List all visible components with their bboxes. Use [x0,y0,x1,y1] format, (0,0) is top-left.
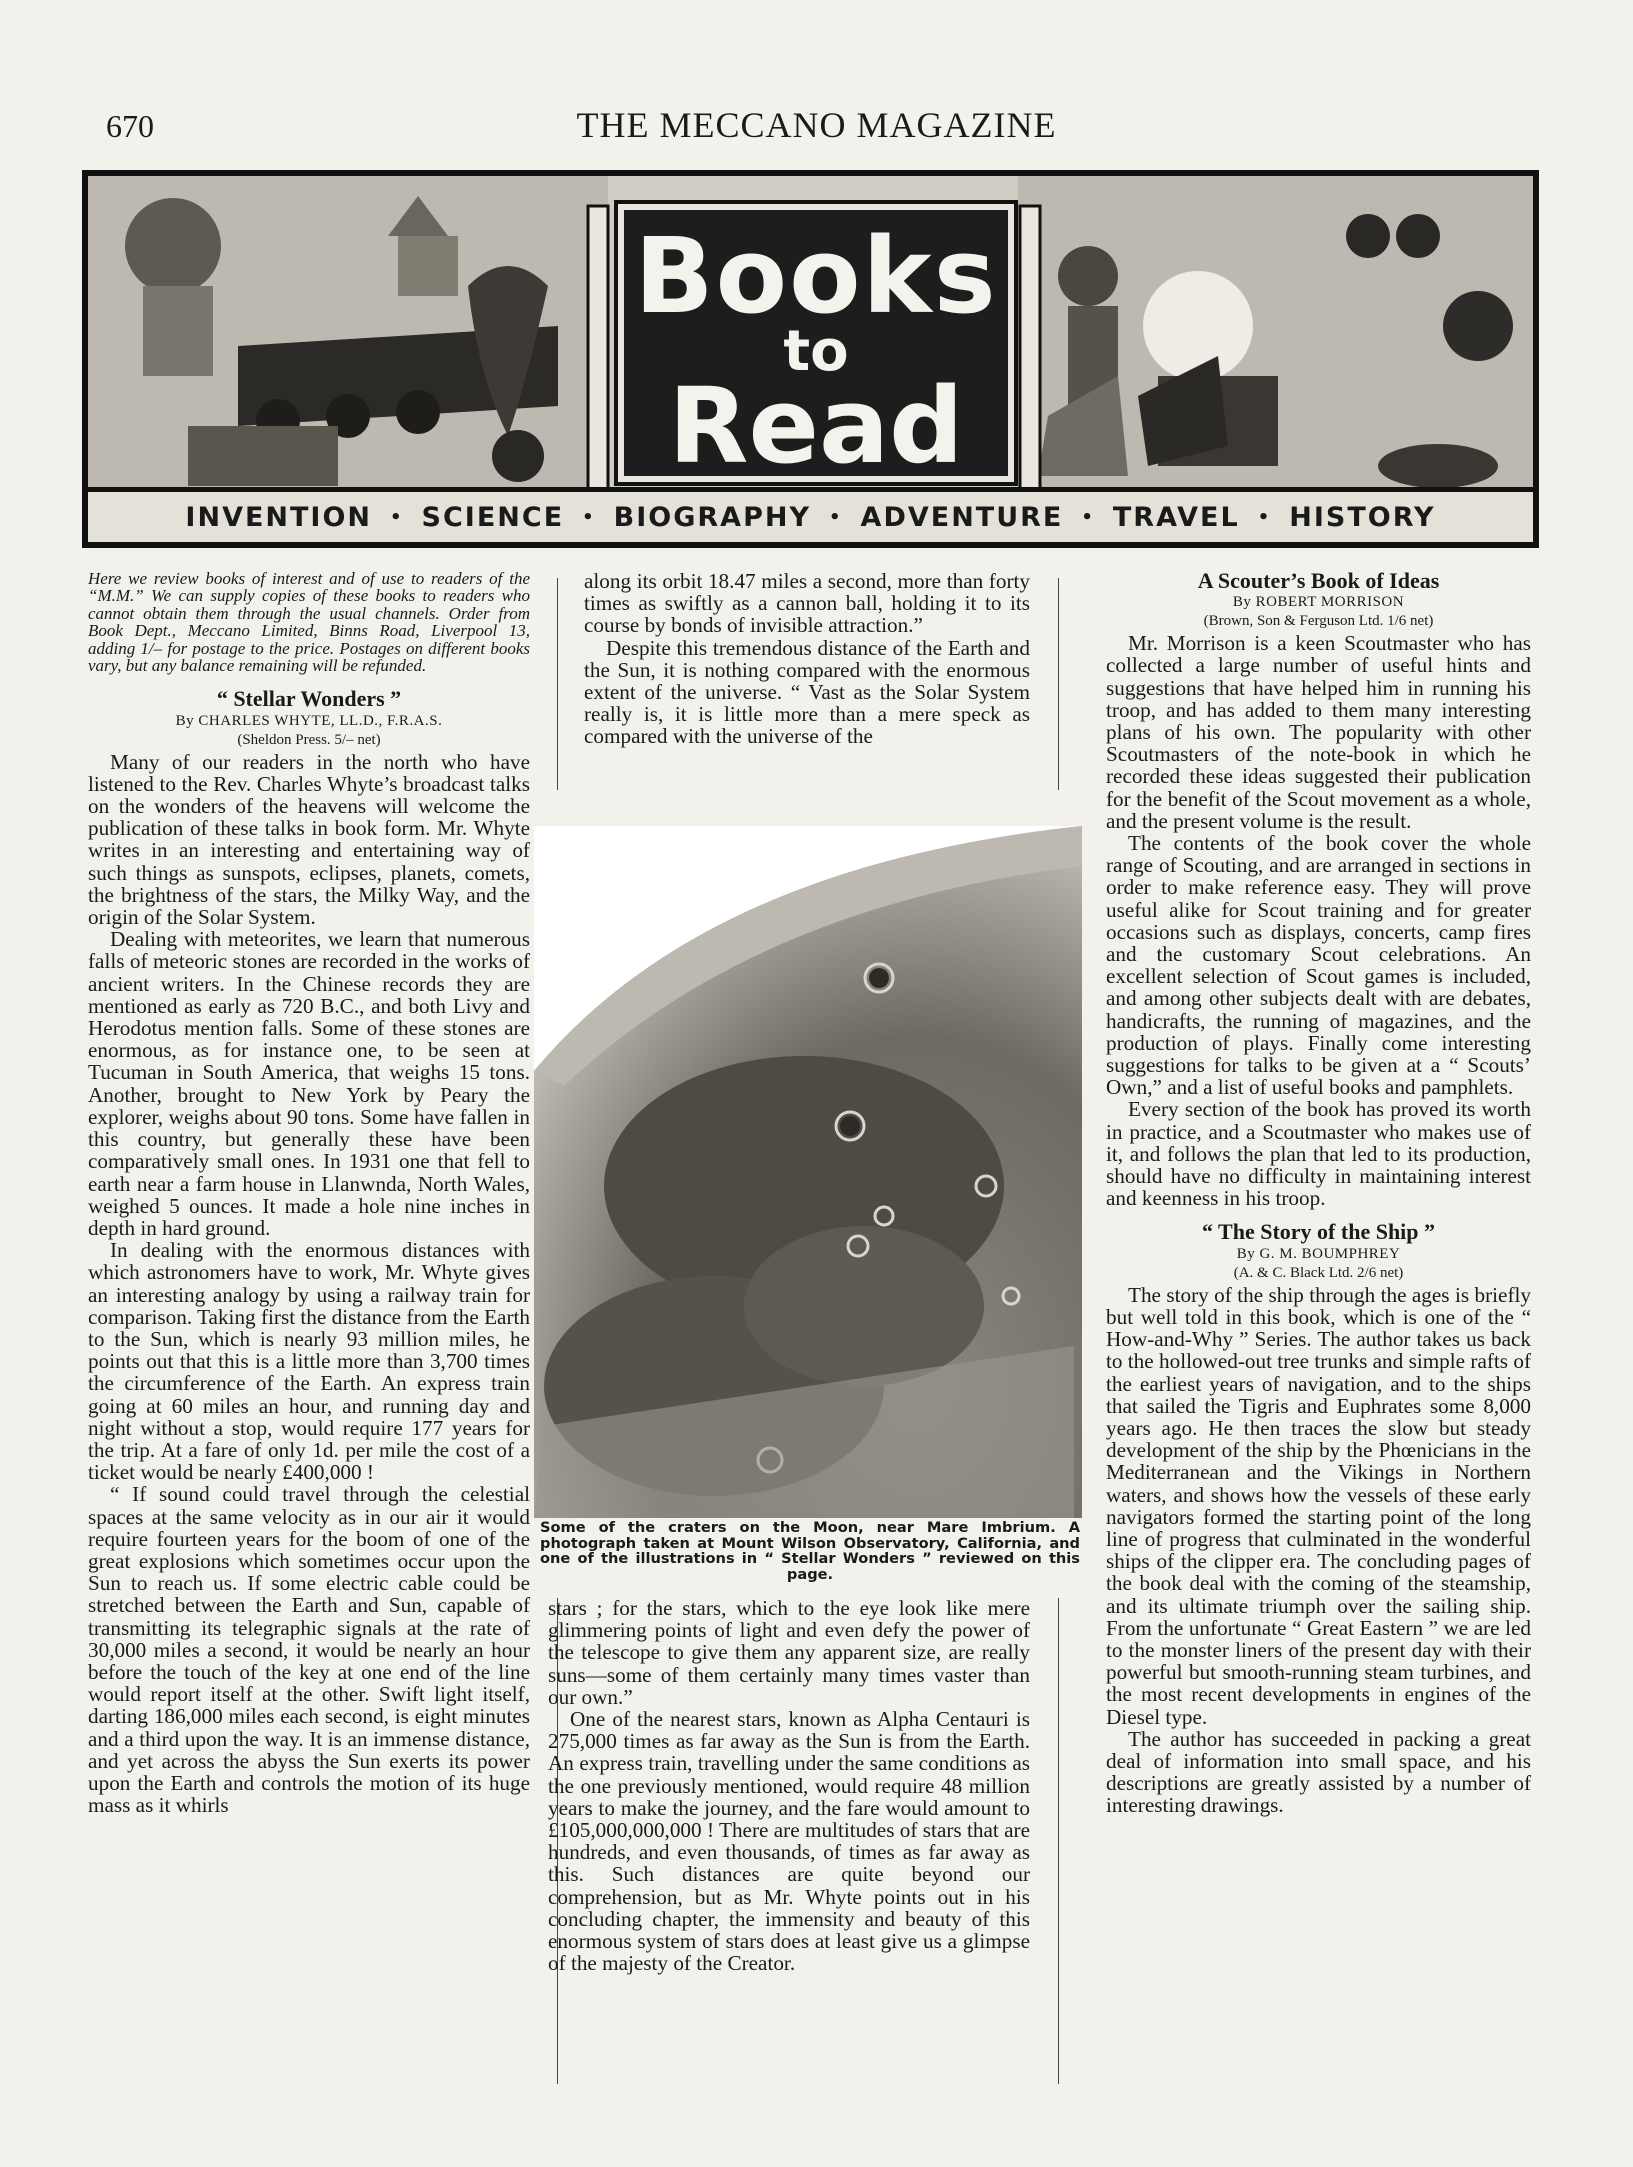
category-biography: BIOGRAPHY [613,501,812,533]
review-publisher: (Sheldon Press. 5/– net) [237,731,381,748]
column-middle-bottom [548,1597,1030,1974]
category-separator: • [1257,506,1272,528]
column-right [1106,570,1531,1817]
paragraph: Every section of the book has proved its worth in practice, and a Scoutmaster who makes use of it, and follows the plan that led to its production, should have no difficulty in maintaining interest and keenness in his troop. [1106,1097,1531,1211]
category-separator: • [829,506,843,528]
review-byline: By ROBERT MORRISON [1232,594,1405,611]
banner-categories [88,487,1533,542]
review-publisher: (Brown, Son & Ferguson Ltd. 1/6 net) [1203,613,1434,630]
banner-sign [618,204,1014,487]
column-left [88,570,530,1816]
review-title-stellar-wonders: “ Stellar Wonders ” [216,686,402,712]
review-title-story-of-ship: “ The Story of the Ship ” [1201,1219,1436,1245]
category-separator: • [582,506,596,528]
category-separator: • [390,506,404,528]
category-science: SCIENCE [421,501,565,533]
sign-word-read: Read [668,365,964,487]
paragraph: stars ; for the stars, which to the eye look like mere glimmering points of light and even defy the power of the telescope to give them any apparent size, are really suns—some of them certainly many times vaster than our own.” [548,1596,1030,1709]
category-history: HISTORY [1289,501,1436,533]
paragraph: Many of our readers in the north who have listened to the Rev. Charles Whyte’s broadcast talks on the wonders of the heavens will welcome the publication of these talks in book form. Mr. Whyte writes in an interesting and entertaining way of such things as sunspots, eclipses, planets, comets, the brightness of the stars, the Milky Way, and the origin of the Solar System. [88,749,530,930]
sign-word-books: Books [634,215,998,337]
category-travel: TRAVEL [1112,501,1240,533]
review-byline: By CHARLES WHYTE, LL.D., F.R.A.S. [175,712,443,729]
paragraph: along its orbit 18.47 miles a second, more than forty times as swiftly as a cannon ball, holding it to its course by bonds of invisible attraction.” [584,569,1030,638]
intro-note [88,570,530,674]
paragraph: In dealing with the enormous distances with which astronomers have to work, Mr. Whyte gives an interesting analogy by using a railway train for comparison. Taking first the distance from the Earth to the Sun, which is nearly 93 million miles, he points out that this is a little more than 3,700 times the circumference of the Earth. An express train going at 60 miles an hour, and running day and night without a stop, would require 177 years for the trip. At a fare of only 1d. per mile the cost of a ticket would be nearly £400,000 ! [88,1238,530,1485]
review-byline: By G. M. BOUMPHREY [1236,1245,1401,1262]
review-title-scouters-book: A Scouter’s Book of Ideas [1197,568,1440,593]
column-rule-right [1058,578,1059,790]
sign-word-to: to [783,319,849,384]
magazine-title: THE MECCANO MAGAZINE [576,105,1057,145]
paragraph: Despite this tremendous distance of the Earth and the Sun, it is nothing compared with the enormous extent of the universe. “ Vast as the Solar System really is, it is little more than a mere speck as compared with the universe of the [584,635,1030,749]
column-rule-left [557,578,558,790]
column-rule-right-bottom [1058,1598,1059,2084]
category-invention: INVENTION [185,501,373,533]
moon-surface-image [534,826,1082,1518]
intro-text: Here we review books of interest and of use to readers of the “M.M.” We can supply copies of these books to readers who cannot obtain them through the usual channels. Order from Book Dept., Meccano Limited, Binns Road, Liverpool 13, adding 1/– for postage to the price. Postages on different books vary, but any balance remaining will be refunded. [88,569,530,676]
review-publisher: (A. & C. Black Ltd. 2/6 net) [1233,1264,1404,1281]
category-separator: • [1081,506,1095,528]
moon-photograph [534,826,1082,1518]
paragraph: The contents of the book cover the whole range of Scouting, and are arranged in sections in order to make reference easy. They will prove useful alike for Scout training and for greater occasions such as displays, concerts, camp fires and the customary Scout celebrations. An excellent selection of Scout games is included, and among other subjects dealt with are debates, handicrafts, the running of magazines, and the production of plays. Finally come interesting suggestions for talks to be given at a “ Scouts’ Own,” and a list of useful books and pamphlets. [1106,831,1531,1100]
paragraph: “ If sound could travel through the celestial spaces at the same velocity as in our air it would require fourteen years for the boom of one of the great explosions which sometimes occur upon the Sun to reach us. If some electric cable could be stretched between the Earth and Sun, capable of transmitting its telegraphic signals at the rate of 30,000 miles a second, it would be nearly an hour before the touch of the key at one end of the line would report itself at the other. Swift light itself, darting 186,000 miles each second, is eight minutes and a third upon the way. It is an immense distance, and yet across the abyss the Sun exerts its power upon the Earth and controls the motion of its huge mass as it whirls [88,1482,530,1818]
paragraph: Mr. Morrison is a keen Scoutmaster who has collected a large number of useful hints and suggestions that have helped him in running his troop, and has added to them many interesting plans of his own. The popularity with other Scoutmasters of the note-book in which he recorded these ideas suggested their publication for the benefit of the Scout movement as a whole, and the present volume is the result. [1106,631,1531,833]
column-middle-top [584,570,1030,748]
category-adventure: ADVENTURE [860,501,1064,533]
page-number: 670 [106,108,154,144]
paragraph: One of the nearest stars, known as Alpha Centauri is 275,000 times as far away as the Sun is from the Earth. An express train, travelling under the same conditions as the one previously mentioned, would require 48 million years to make the journey, and the fare would amount to £105,000,000,000 ! There are multitudes of stars that are hundreds, and even thousands, of times as far away as this. Such distances are quite beyond our comprehension, but as Mr. Whyte points out in his concluding chapter, the immensity and beauty of this enormous system of stars does at least give us a glimpse of the majesty of the Creator. [548,1707,1030,1976]
photo-caption: Some of the craters on the Moon, near Mare Imbrium. A photograph taken at Mount Wilson Observatory, California, and one of the illustrations in “ Stellar Wonders ” reviewed on this page. [540,1519,1080,1583]
paragraph: Dealing with meteorites, we learn that numerous falls of meteoric stones are recorded in the works of ancient writers. In the Chinese records they are mentioned as early as 720 B.C., and both Livy and Herodotus mention falls. Some of these stones are enormous, as for instance one, to be seen at Tucuman in South America, that weighs 15 tons. Another, brought to New York by Peary the explorer, weighs about 90 tons. Some have fallen in this country, but generally these have been comparatively small ones. In 1931 one that fell to earth near a farm house in Llanwnda, North Wales, weighed 5 ounces. It made a hole nine inches in depth in hard ground. [88,927,530,1240]
paragraph: The story of the ship through the ages is briefly but well told in this book, which is one of the “ How-and-Why ” Series. The author takes us back to the hollowed-out tree trunks and simple rafts of the earliest years of navigation, and to the ships that sailed the Tigris and Euphrates some 8,000 years ago. He then traces the slow but steady development of the ship by the Phœnicians in the Mediterranean and the Vikings in Northern waters, and shows how the vessels of these early navigators formed the starting point of the long line of progress that culminated in the wonderful ships of the clipper era. The concluding pages of the book deal with the coming of the steamship, and its ultimate triumph over the sailing ship. From the unfortunate “ Great Eastern ” we are led to the monster liners of the present day with their powerful but smooth-running steam turbines, and the most recent developments in engines of the Diesel type. [1106,1282,1531,1729]
paragraph: The author has succeeded in packing a great deal of information into small space, and his descriptions are greatly assisted by a number of interesting drawings. [1106,1726,1531,1818]
books-to-read-banner [82,170,1539,548]
